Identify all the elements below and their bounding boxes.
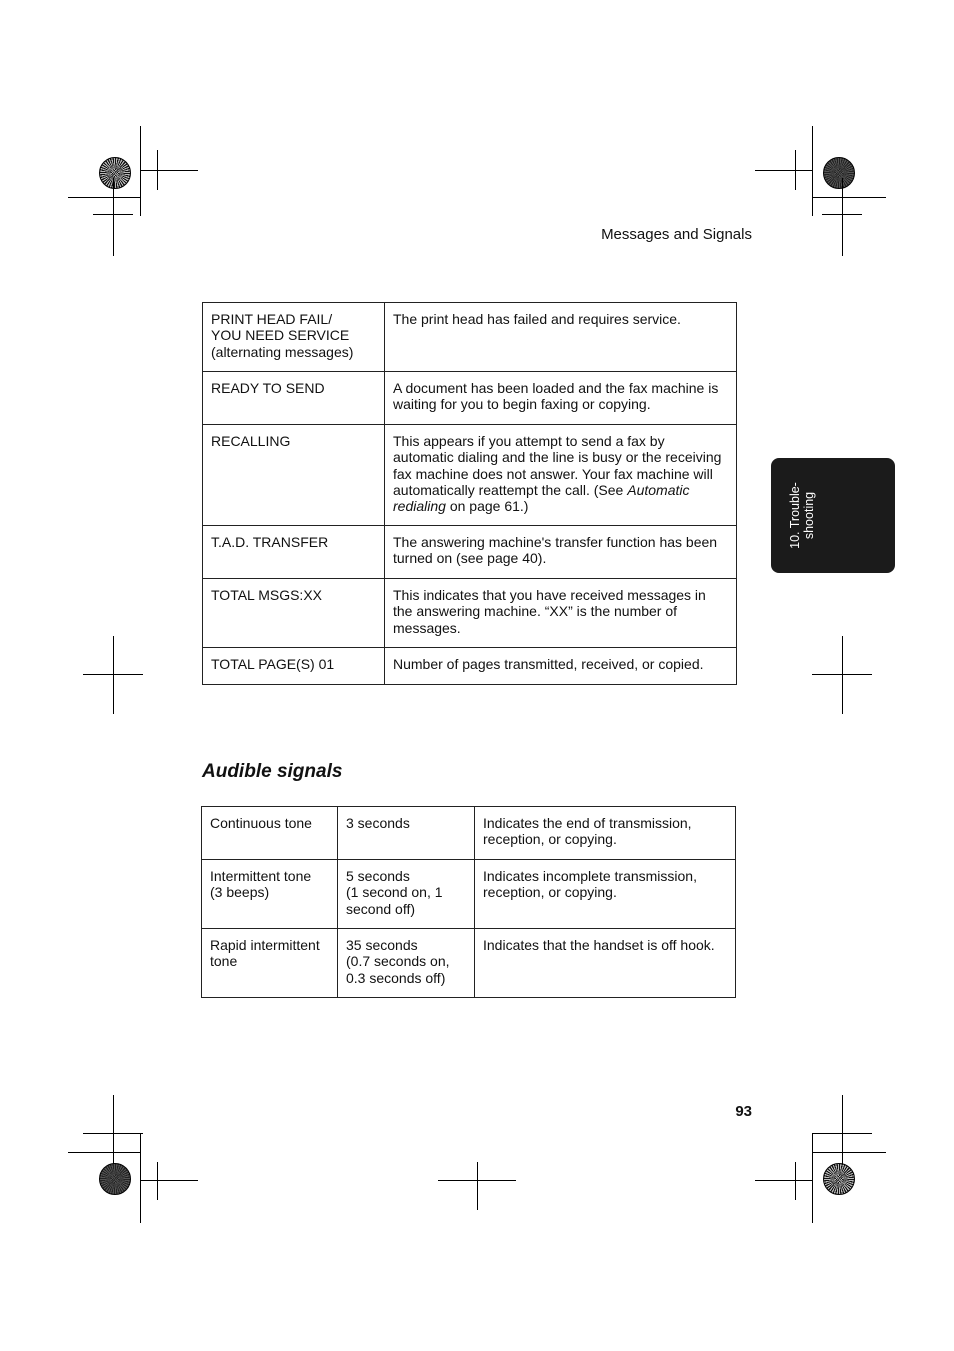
message-cell: T.A.D. TRANSFER xyxy=(203,526,385,579)
meaning-text: This appears if you attempt to send a fax by automatic dialing and the line is busy or the receiving fax machine does not answer. Your fax machine will automatically reattempt the call. (See xyxy=(393,433,722,498)
meaning-cell: Indicates that the handset is off hook. xyxy=(475,929,736,998)
duration-cell: 5 seconds (1 second on, 1 second off) xyxy=(338,860,475,929)
registration-target-icon xyxy=(823,1163,855,1195)
chapter-tab xyxy=(771,458,895,573)
chapter-tab-label: 10. Trouble- shooting xyxy=(788,482,816,549)
audible-signals-table xyxy=(201,806,736,998)
table-row xyxy=(203,648,737,685)
signal-cell: Rapid intermittent tone xyxy=(202,929,338,998)
meaning-text: on page 61.) xyxy=(445,498,529,515)
meaning-cell: This indicates that you have received messages in the answering machine. “XX” is the number of messages. xyxy=(385,579,737,648)
registration-target-icon xyxy=(823,157,855,189)
message-cell: READY TO SEND xyxy=(203,372,385,425)
page-number: 93 xyxy=(735,1103,752,1120)
message-cell: TOTAL PAGE(S) 01 xyxy=(203,648,385,685)
duration-cell: 3 seconds xyxy=(338,807,475,860)
signal-cell: Continuous tone xyxy=(202,807,338,860)
table-row xyxy=(203,303,737,372)
table-row xyxy=(203,425,737,526)
registration-target-icon xyxy=(99,1163,131,1195)
message-cell: RECALLING xyxy=(203,425,385,526)
message-cell: PRINT HEAD FAIL/ YOU NEED SERVICE (alternating messages) xyxy=(203,303,385,372)
meaning-cell: The answering machine's transfer function has been turned on (see page 40). xyxy=(385,526,737,579)
meaning-cell: The print head has failed and requires service. xyxy=(385,303,737,372)
meaning-cell: Indicates the end of transmission, reception, or copying. xyxy=(475,807,736,860)
messages-table xyxy=(202,302,737,685)
cross-reference: Automatic redialing xyxy=(393,481,690,515)
duration-cell: 35 seconds (0.7 seconds on, 0.3 seconds off) xyxy=(338,929,475,998)
signal-cell: Intermittent tone (3 beeps) xyxy=(202,860,338,929)
table-row xyxy=(203,579,737,648)
meaning-cell: Indicates incomplete transmission, reception, or copying. xyxy=(475,860,736,929)
table-row xyxy=(202,929,736,998)
section-title: Audible signals xyxy=(202,761,343,782)
meaning-cell: Number of pages transmitted, received, or copied. xyxy=(385,648,737,685)
table-row xyxy=(203,372,737,425)
registration-target-icon xyxy=(99,157,131,189)
table-row xyxy=(202,807,736,860)
message-cell: TOTAL MSGS:XX xyxy=(203,579,385,648)
table-row xyxy=(203,526,737,579)
meaning-cell: A document has been loaded and the fax machine is waiting for you to begin faxing or copying. xyxy=(385,372,737,425)
meaning-cell xyxy=(385,425,737,526)
running-header: Messages and Signals xyxy=(601,226,752,243)
table-row xyxy=(202,860,736,929)
